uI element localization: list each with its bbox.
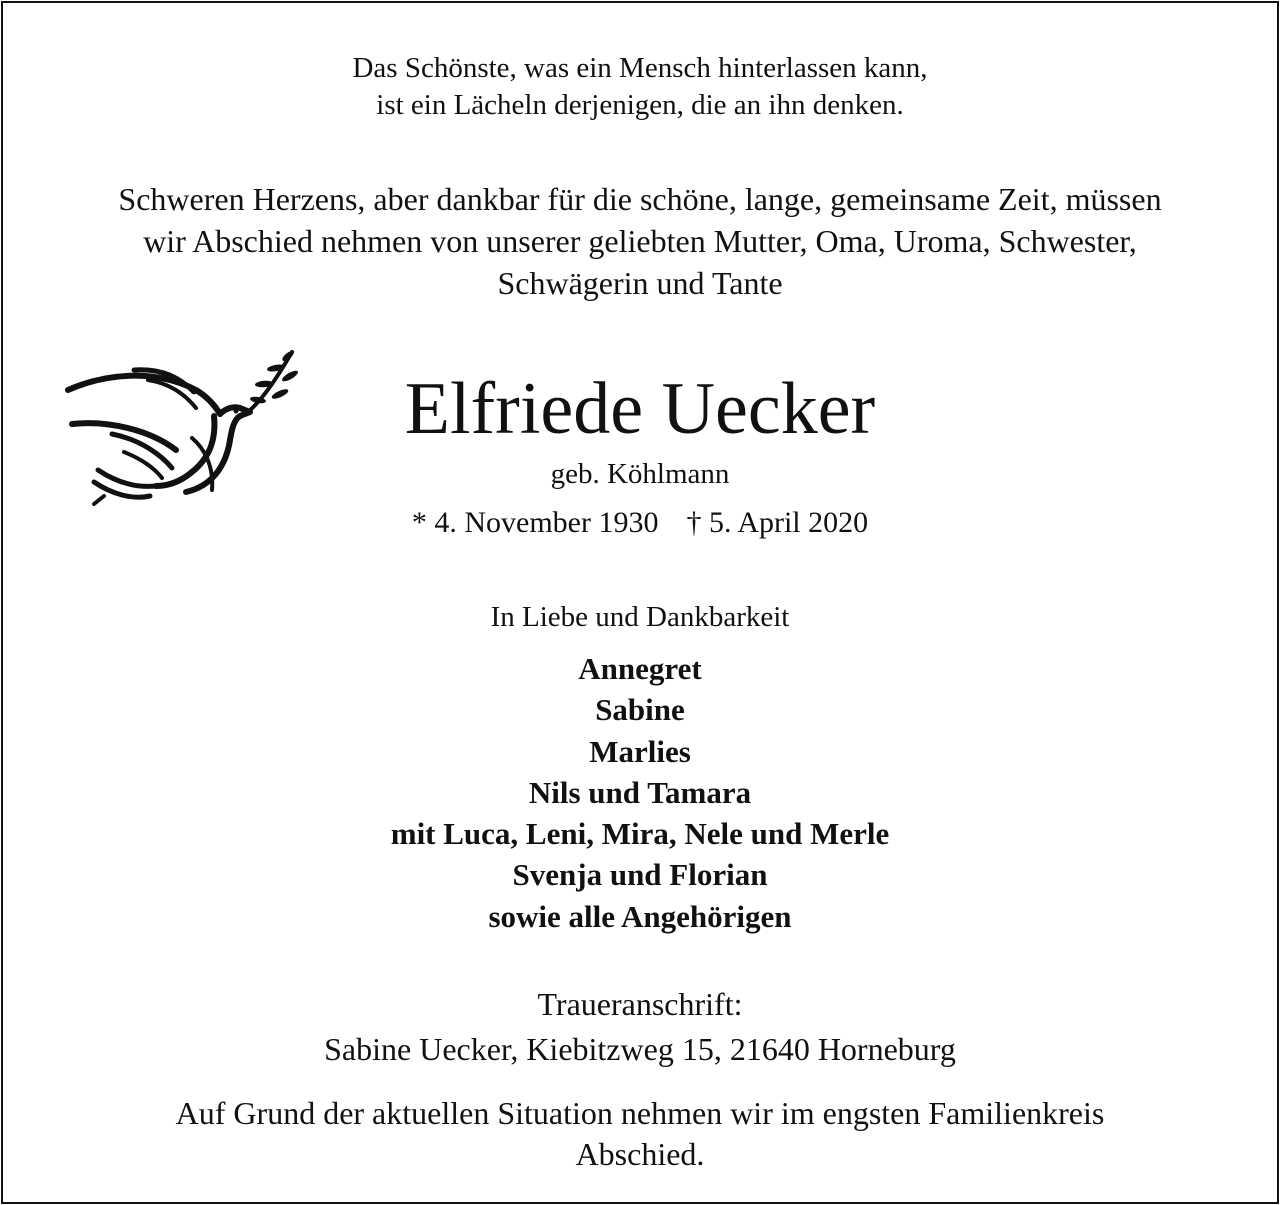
mourner-item: mit Luca, Leni, Mira, Nele und Merle	[390, 816, 890, 852]
mourner-item: Nils und Tamara	[528, 774, 752, 810]
deceased-name: Elfriede Uecker	[404, 368, 876, 450]
life-dates	[0, 503, 1280, 543]
quote-line-2: ist ein Lächeln derjenigen, die an ihn denken.	[376, 89, 904, 121]
quote-line-1: Das Schönste, was ein Mensch hinterlassen kann,	[352, 52, 928, 84]
mourner-item: sowie alle Angehörigen	[488, 898, 792, 934]
mourner-item: Svenja und Florian	[512, 857, 768, 893]
intro-text	[0, 178, 1280, 304]
birth-name: geb. Köhlmann	[550, 458, 730, 490]
opening-quote	[0, 50, 1280, 124]
mourners-list	[0, 648, 1280, 937]
birth-date: * 4. November 1930	[411, 506, 659, 539]
closing-note	[0, 1093, 1280, 1175]
note-line-2: Abschied.	[575, 1136, 705, 1172]
death-date: † 5. April 2020	[686, 506, 869, 539]
mourner-item: Annegret	[578, 651, 702, 686]
mourner-item: Sabine	[595, 692, 685, 728]
address-label: Traueranschrift:	[537, 986, 743, 1022]
note-line-1: Auf Grund der aktuellen Situation nehmen wir im engsten Familienkreis	[175, 1095, 1105, 1131]
intro-line-3: Schwägerin und Tante	[497, 265, 783, 301]
intro-line-2: wir Abschied nehmen von unserer geliebten Mutter, Oma, Uroma, Schwester,	[143, 223, 1137, 259]
mourning-address: Sabine Uecker, Kiebitzweg 15, 21640 Horneburg	[324, 1031, 956, 1067]
intro-line-1: Schweren Herzens, aber dankbar für die schöne, lange, gemeinsame Zeit, müssen	[118, 181, 1162, 217]
love-line: In Liebe und Dankbarkeit	[490, 601, 790, 633]
mourner-item: Marlies	[589, 733, 691, 769]
